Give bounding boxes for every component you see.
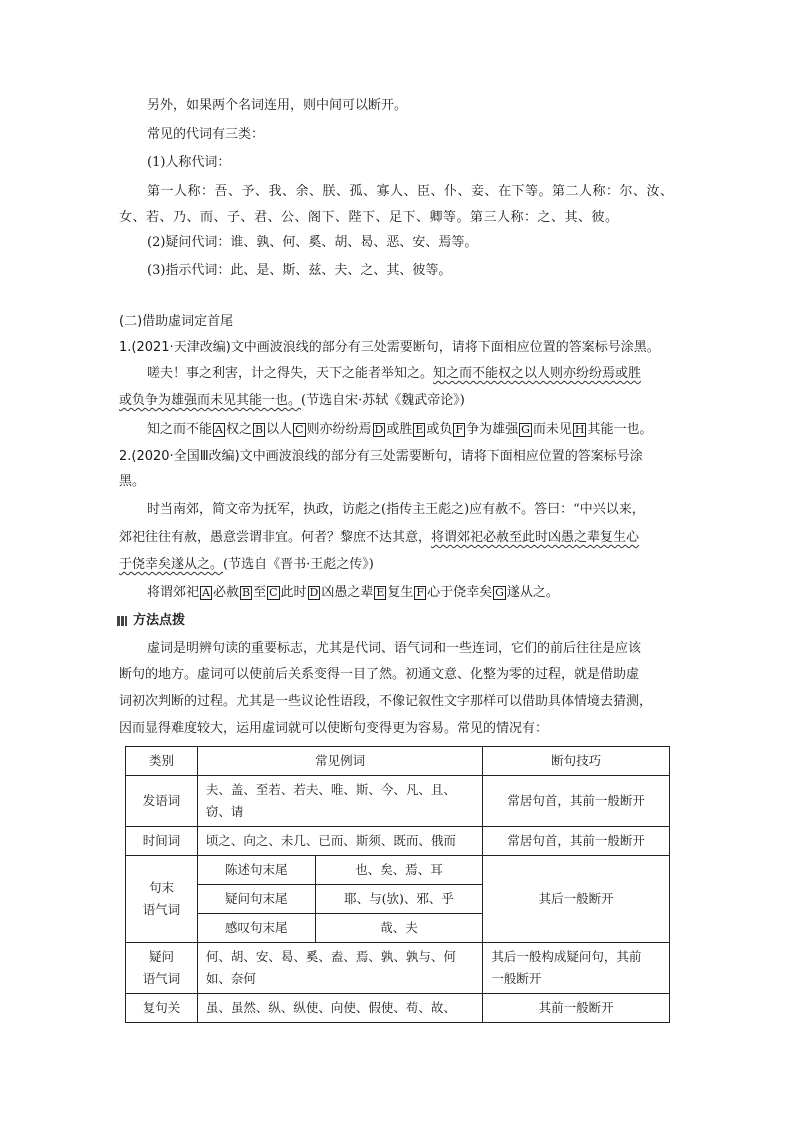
row-category-line-2: 语气词 — [142, 902, 181, 917]
q2-seg-1: 将谓郊祀 — [147, 585, 200, 600]
table-header-row — [126, 747, 670, 776]
q2-seg-7: 心于侥幸矣 — [427, 585, 493, 600]
q1-seg-2: 权之 — [225, 422, 252, 437]
method-para-line-4: 因而显得难度较大，运用虚词就可以使断句变得更为容易。常见的情况有： — [119, 721, 549, 736]
row-examples-line-1: 夫、盖、至若、若夫、唯、斯、今、凡、且、 — [205, 782, 456, 797]
q2-seg-2: 必赦 — [212, 585, 239, 600]
row-subtype: 感叹句末尾 — [197, 914, 315, 943]
q2-seg-6: 复生 — [387, 585, 414, 600]
q2-source: (节选自《晋书·王彪之传》) — [223, 557, 374, 572]
row-category — [126, 856, 198, 943]
q1-stem: 1.(2021·天津改编)文中画波浪线的部分有三处需要断句，请将下面相应位置的答案标号涂黑。 — [119, 340, 660, 355]
q2-seg-3: 至 — [253, 585, 267, 600]
q1-option-f[interactable]: F — [455, 423, 464, 436]
row-examples: 顷之、向之、未几、已而、斯须、既而、俄而 — [197, 827, 482, 856]
table-row — [126, 856, 670, 885]
function-words-table — [125, 746, 670, 1023]
q1-passage-wavy-1: 知之而不能权之以人则亦纷纷焉或胜 — [433, 366, 642, 381]
row-category-line-1: 句末 — [148, 880, 174, 895]
row-category — [126, 943, 198, 994]
intro-line-1: 另外，如果两个名词连用，则中间可以断开。 — [147, 98, 408, 113]
row-examples: 也、矣、焉、耳 — [315, 856, 483, 885]
row-examples — [197, 943, 482, 994]
header-examples: 常见例词 — [197, 747, 482, 776]
q1-passage-line-1 — [147, 365, 641, 383]
q2-stem-2: 黑。 — [119, 474, 146, 489]
q1-option-h[interactable]: H — [574, 423, 585, 436]
method-para-line-3: 词初次判断的过程。尤其是一些议论性语段，不像记叙性文字那样可以借助具体情境去猜测， — [119, 694, 653, 709]
intro-line-7: (3)指示代词：此、是、斯、兹、夫、之、其、彼等。 — [147, 263, 452, 278]
row-examples-line-2: 窃、请 — [205, 804, 244, 819]
intro-line-2: 常见的代词有三类： — [147, 127, 265, 142]
q1-source: (节选自宋·苏轼《魏武帝论》) — [301, 393, 465, 408]
row-examples: 哉、夫 — [315, 914, 483, 943]
q1-seg-3: 以人 — [266, 422, 293, 437]
row-tip: 常居句首，其前一般断开 — [483, 776, 670, 827]
q1-seg-1: 知之而不能 — [147, 422, 213, 437]
q1-seg-7: 争为雄强 — [466, 422, 519, 437]
q1-option-a[interactable]: A — [215, 423, 223, 436]
table-row — [126, 827, 670, 856]
row-examples — [197, 776, 482, 827]
q1-option-c[interactable]: C — [295, 423, 304, 436]
table-row — [126, 943, 670, 994]
row-subtype: 陈述句末尾 — [197, 856, 315, 885]
q1-options — [147, 421, 653, 439]
row-category: 复句关 — [126, 994, 198, 1023]
method-para-line-2: 断句的地方。虚词可以使前后关系变得一目了然。初通文意、化整为零的过程，就是借助虚 — [119, 667, 640, 682]
section-title: (二)借助虚词定首尾 — [119, 314, 234, 329]
q2-passage-line-2 — [119, 529, 639, 547]
table-row — [126, 776, 670, 827]
intro-line-6: (2)疑问代词：谁、孰、何、奚、胡、曷、恶、安、焉等。 — [147, 235, 478, 250]
q2-option-d[interactable]: D — [309, 586, 319, 599]
q1-seg-9: 其能一也。 — [587, 422, 653, 437]
q2-passage-line-1: 时当南郊，简文帝为抚军，执政，访彪之(指传主王彪之)应有赦不。答曰：“中兴以来， — [147, 502, 645, 517]
q2-seg-8: 遂从之。 — [506, 585, 559, 600]
method-heading-text: 方法点拨 — [133, 613, 186, 628]
table-row — [126, 994, 670, 1023]
row-category: 时间词 — [126, 827, 198, 856]
intro-line-4: 第一人称：吾、予、我、余、朕、孤、寡人、臣、仆、妾、在下等。第二人称：尔、汝、 — [147, 184, 674, 199]
row-tip: 常居句首，其前一般断开 — [483, 827, 670, 856]
q2-option-e[interactable]: E — [376, 586, 385, 599]
row-examples-line-1: 何、胡、安、曷、奚、盍、焉、孰、孰与、何 — [205, 949, 456, 964]
row-examples-line-2: 如、奈何 — [205, 971, 256, 986]
q1-seg-5: 或胜 — [386, 422, 413, 437]
row-tip: 其后一般断开 — [483, 856, 670, 943]
q1-seg-8: 而未见 — [532, 422, 572, 437]
row-category-line-1: 疑问 — [148, 949, 174, 964]
q2-seg-4: 此时 — [280, 585, 307, 600]
q1-option-d[interactable]: D — [374, 423, 384, 436]
row-examples: 虽、虽然、纵、纵使、向使、假使、苟、故、 — [197, 994, 482, 1023]
q1-option-b[interactable]: B — [254, 423, 264, 436]
header-category: 类别 — [126, 747, 198, 776]
q1-passage-line-2 — [119, 392, 465, 410]
row-tip-line-1: 其后一般构成疑问句，其前 — [491, 949, 642, 964]
q2-passage-wavy-1: 将谓郊祀必赦至此时凶愚之辈复生心 — [431, 530, 640, 545]
row-subtype: 疑问句末尾 — [197, 885, 315, 914]
row-category-line-2: 语气词 — [142, 971, 181, 986]
row-examples: 耶、与(欤)、邪、乎 — [315, 885, 483, 914]
q2-option-a[interactable]: A — [202, 586, 210, 599]
q1-passage-wavy-2: 或负争为雄强而未见其能一也。 — [119, 393, 302, 408]
header-tips: 断句技巧 — [483, 747, 670, 776]
q2-option-b[interactable]: B — [241, 586, 251, 599]
row-category: 发语词 — [126, 776, 198, 827]
intro-line-3: (1)人称代词： — [147, 155, 231, 170]
q2-passage-line-3 — [119, 556, 374, 574]
q2-options — [147, 584, 559, 602]
q1-seg-6: 或负 — [426, 422, 453, 437]
q2-option-c[interactable]: C — [269, 586, 278, 599]
q2-option-g[interactable]: G — [495, 586, 504, 599]
row-tip: 其前一般断开 — [483, 994, 670, 1023]
heading-marker-icon — [117, 616, 127, 626]
q1-passage-plain: 嗟夫！事之利害，计之得失，天下之能者举知之。 — [147, 366, 434, 381]
intro-line-5: 女、若、乃、而、子、君、公、阁下、陛下、足下、卿等。第三人称：之、其、彼。 — [119, 210, 619, 225]
q2-stem-1: 2.(2020·全国Ⅲ改编)文中画波浪线的部分有三处需要断句，请将下面相应位置的答案标号涂 — [119, 449, 643, 464]
q2-seg-5: 凶愚之辈 — [321, 585, 374, 600]
q2-option-f[interactable]: F — [416, 586, 425, 599]
method-para-line-1: 虚词是明辨句读的重要标志，尤其是代词、语气词和一些连词，它们的前后往往是应该 — [147, 641, 642, 656]
q1-seg-4: 则亦纷纷焉 — [306, 422, 372, 437]
row-tip — [483, 943, 670, 994]
q1-option-g[interactable]: G — [521, 423, 530, 436]
q2-passage-wavy-2: 于侥幸矣遂从之。 — [119, 557, 224, 572]
method-heading — [117, 612, 185, 630]
q2-passage-plain: 郊祀往往有赦，愚意尝谓非宜。何者？黎庶不达其意， — [119, 530, 432, 545]
q1-option-e[interactable]: E — [415, 423, 424, 436]
row-tip-line-2: 一般断开 — [491, 971, 542, 986]
